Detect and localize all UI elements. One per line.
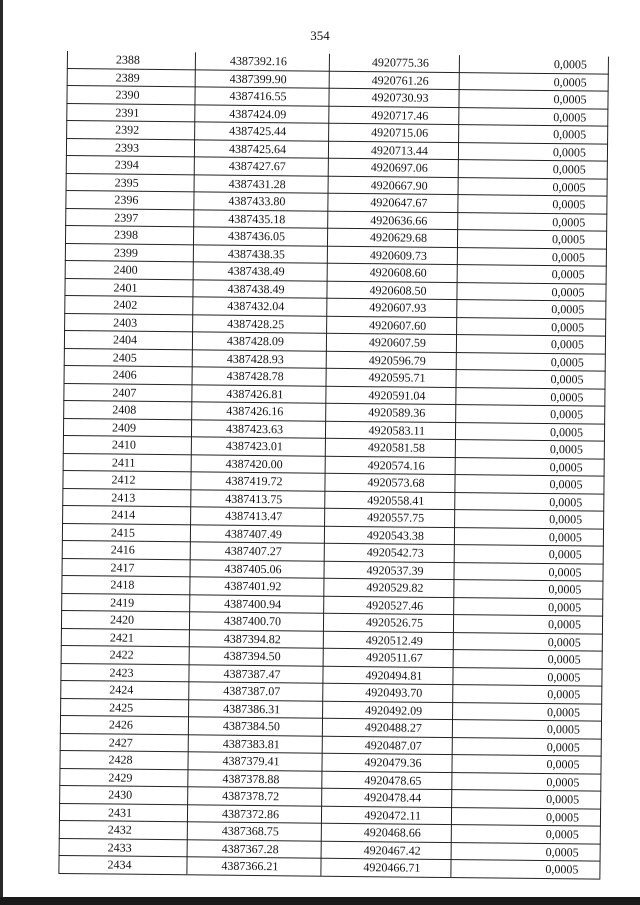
y-coordinate-cell: 4920494.81: [365, 667, 423, 683]
x-coordinate-cell: 4387438.49: [227, 281, 285, 296]
accuracy-cell: 0,0005: [550, 372, 584, 387]
point-number-cell: 2407: [112, 384, 137, 400]
accuracy-cell: 0,0005: [553, 57, 587, 72]
x-coordinate-cell: 4387438.49: [227, 263, 285, 279]
x-coordinate-cell: 4387401.92: [224, 578, 282, 594]
y-coordinate-cell: 4920479.36: [364, 755, 422, 770]
y-coordinate-cell: 4920529.82: [366, 580, 424, 595]
point-number-cell: 2412: [111, 472, 136, 487]
accuracy-cell: 0,0005: [546, 722, 580, 737]
accuracy-cell: 0,0005: [551, 232, 586, 247]
y-coordinate-cell: 4920697.06: [370, 160, 428, 175]
y-coordinate-cell: 4920537.39: [366, 562, 424, 578]
point-number-cell: 2390: [115, 87, 140, 102]
point-number-cell: 2398: [114, 227, 139, 242]
point-number-cell: 2420: [109, 612, 135, 627]
y-coordinate-cell: 4920488.27: [364, 720, 423, 735]
accuracy-cell: 0,0005: [547, 669, 581, 684]
x-coordinate-cell: 4387384.50: [222, 718, 281, 734]
accuracy-cell: 0,0005: [546, 774, 580, 789]
accuracy-cell: 0,0005: [545, 862, 579, 877]
accuracy-cell: 0,0005: [547, 704, 581, 719]
y-coordinate-cell: 4920467.42: [363, 842, 421, 858]
x-coordinate-cell: 4387366.21: [221, 858, 279, 874]
accuracy-cell: 0,0005: [546, 739, 580, 754]
y-coordinate-cell: 4920596.79: [368, 352, 426, 368]
point-number-cell: 2394: [114, 157, 139, 172]
y-coordinate-cell: 4920591.04: [368, 387, 426, 403]
x-coordinate-cell: 4387407.27: [224, 543, 282, 559]
x-coordinate-cell: 4387378.88: [222, 771, 280, 786]
accuracy-cell: 0,0005: [550, 389, 584, 404]
x-coordinate-cell: 4387405.06: [224, 561, 282, 576]
y-coordinate-cell: 4920542.73: [366, 545, 424, 560]
accuracy-cell: 0,0005: [549, 494, 583, 509]
y-coordinate-cell: 4920478.65: [364, 772, 422, 788]
y-coordinate-cell: 4920487.07: [364, 737, 422, 753]
accuracy-cell: 0,0005: [550, 354, 584, 369]
point-number-cell: 2396: [114, 192, 139, 207]
accuracy-cell: 0,0005: [551, 319, 585, 334]
point-number-cell: 2392: [115, 122, 140, 137]
x-coordinate-cell: 4387413.75: [225, 491, 283, 506]
y-coordinate-cell: 4920608.60: [369, 265, 427, 280]
accuracy-cell: 0,0005: [551, 267, 585, 282]
x-coordinate-cell: 4387423.01: [225, 438, 283, 454]
scan-bottom-edge: [0, 897, 640, 905]
x-coordinate-cell: 4387413.47: [225, 508, 283, 524]
accuracy-cell: 0,0005: [553, 109, 587, 124]
y-coordinate-cell: 4920511.67: [366, 650, 423, 665]
x-coordinate-cell: 4387426.16: [226, 403, 284, 419]
x-coordinate-cell: 4387400.70: [223, 613, 282, 629]
y-coordinate-cell: 4920527.46: [366, 597, 424, 613]
accuracy-cell: 0,0005: [553, 127, 587, 142]
point-number-cell: 2432: [107, 822, 132, 837]
x-coordinate-cell: 4387419.72: [225, 473, 283, 489]
x-coordinate-cell: 4387383.81: [222, 736, 280, 751]
point-number-cell: 2430: [108, 787, 133, 802]
x-coordinate-cell: 4387400.94: [224, 596, 282, 611]
accuracy-cell: 0,0005: [546, 792, 580, 807]
point-number-cell: 2388: [115, 52, 140, 67]
accuracy-cell: 0,0005: [552, 214, 586, 229]
y-coordinate-cell: 4920607.93: [369, 300, 427, 315]
y-coordinate-cell: 4920775.36: [371, 55, 429, 70]
coordinates-table: [58, 51, 609, 879]
x-coordinate-cell: 4387438.35: [227, 246, 285, 261]
point-number-cell: 2408: [112, 402, 137, 417]
x-coordinate-cell: 4387433.80: [228, 193, 286, 209]
accuracy-cell: 0,0005: [551, 249, 585, 264]
point-number-cell: 2413: [111, 489, 136, 505]
x-coordinate-cell: 4387428.78: [226, 368, 284, 384]
y-coordinate-cell: 4920667.90: [370, 177, 428, 193]
x-coordinate-cell: 4387368.75: [221, 823, 279, 839]
point-number-cell: 2397: [114, 210, 139, 225]
accuracy-cell: 0,0005: [551, 284, 585, 299]
point-number-cell: 2431: [107, 804, 133, 820]
accuracy-cell: 0,0005: [550, 337, 585, 352]
scan-left-edge: [0, 0, 3, 905]
point-number-cell: 2391: [115, 105, 140, 120]
point-number-cell: 2433: [107, 839, 132, 855]
point-number-cell: 2400: [113, 262, 138, 277]
y-coordinate-cell: 4920589.36: [368, 405, 426, 420]
point-number-cell: 2424: [109, 682, 134, 697]
y-coordinate-cell: 4920607.59: [368, 335, 427, 350]
point-number-cell: 2409: [111, 419, 137, 435]
y-coordinate-cell: 4920478.44: [364, 790, 422, 805]
point-number-cell: 2421: [109, 629, 134, 645]
y-coordinate-cell: 4920607.60: [369, 317, 427, 333]
x-coordinate-cell: 4387425.64: [228, 141, 287, 156]
accuracy-cell: 0,0005: [545, 844, 579, 859]
x-coordinate-cell: 4387387.07: [223, 683, 281, 699]
accuracy-cell: 0,0005: [548, 529, 583, 544]
y-coordinate-cell: 4920468.66: [363, 825, 421, 840]
x-coordinate-cell: 4387427.67: [228, 158, 286, 174]
accuracy-cell: 0,0005: [549, 424, 584, 439]
accuracy-cell: 0,0005: [548, 582, 582, 597]
accuracy-cell: 0,0005: [547, 617, 582, 632]
accuracy-cell: 0,0005: [547, 652, 581, 667]
y-coordinate-cell: 4920526.75: [365, 615, 424, 630]
accuracy-cell: 0,0005: [548, 599, 582, 614]
x-coordinate-cell: 4387372.86: [221, 806, 280, 821]
point-number-cell: 2434: [107, 857, 132, 872]
point-number-cell: 2410: [111, 437, 136, 452]
y-coordinate-cell: 4920583.11: [368, 422, 426, 438]
point-number-cell: 2395: [114, 175, 139, 190]
point-number-cell: 2393: [114, 140, 140, 155]
point-number-cell: 2427: [108, 734, 133, 750]
x-coordinate-cell: 4387379.41: [222, 753, 280, 769]
x-coordinate-cell: 4387394.82: [223, 631, 281, 646]
x-coordinate-cell: 4387387.47: [223, 666, 281, 681]
y-coordinate-cell: 4920493.70: [365, 685, 423, 700]
accuracy-cell: 0,0005: [549, 477, 583, 492]
y-coordinate-cell: 4920512.49: [365, 632, 423, 648]
y-coordinate-cell: 4920761.26: [371, 72, 429, 88]
x-coordinate-cell: 4387436.05: [228, 228, 286, 244]
point-number-cell: 2418: [110, 577, 135, 592]
accuracy-cell: 0,0005: [549, 442, 583, 457]
y-coordinate-cell: 4920595.71: [368, 370, 426, 385]
point-number-cell: 2414: [111, 507, 136, 522]
accuracy-cell: 0,0005: [553, 92, 587, 107]
x-coordinate-cell: 4387392.16: [229, 53, 287, 69]
x-coordinate-cell: 4387428.09: [226, 333, 285, 349]
y-coordinate-cell: 4920472.11: [364, 807, 422, 823]
accuracy-cell: 0,0005: [547, 687, 581, 702]
point-number-cell: 2411: [111, 454, 136, 470]
accuracy-cell: 0,0005: [550, 407, 584, 422]
y-coordinate-cell: 4920730.93: [371, 90, 429, 105]
y-coordinate-cell: 4920629.68: [369, 230, 428, 245]
point-number-cell: 2426: [108, 717, 134, 732]
x-coordinate-cell: 4387428.93: [226, 351, 284, 366]
accuracy-cell: 0,0005: [548, 547, 582, 562]
y-coordinate-cell: 4920713.44: [370, 142, 429, 158]
y-coordinate-cell: 4920581.58: [367, 440, 425, 455]
accuracy-cell: 0,0005: [545, 827, 579, 842]
x-coordinate-cell: 4387423.63: [225, 421, 284, 436]
point-number-cell: 2401: [113, 280, 138, 295]
point-number-cell: 2403: [113, 314, 138, 330]
y-coordinate-cell: 4920647.67: [370, 195, 428, 210]
point-number-cell: 2428: [108, 752, 133, 767]
accuracy-cell: 0,0005: [552, 197, 586, 212]
y-coordinate-cell: 4920492.09: [365, 702, 423, 718]
x-coordinate-cell: 4387432.04: [227, 298, 285, 314]
point-number-cell: 2425: [109, 699, 134, 715]
accuracy-cell: 0,0005: [545, 809, 580, 824]
point-number-cell: 2399: [113, 245, 138, 260]
page-number: 354: [310, 28, 330, 43]
x-coordinate-cell: 4387407.49: [224, 526, 283, 541]
y-coordinate-cell: 4920573.68: [367, 475, 425, 490]
accuracy-cell: 0,0005: [546, 757, 580, 772]
point-number-cell: 2389: [115, 70, 140, 85]
point-number-cell: 2422: [109, 647, 134, 662]
y-coordinate-cell: 4920557.75: [367, 510, 425, 525]
x-coordinate-cell: 4387367.28: [221, 841, 279, 856]
x-coordinate-cell: 4387378.72: [222, 788, 280, 804]
accuracy-cell: 0,0005: [552, 144, 587, 159]
point-number-cell: 2423: [109, 664, 134, 680]
y-coordinate-cell: 4920609.73: [369, 247, 427, 263]
table-body: [67, 51, 609, 877]
y-coordinate-cell: 4920466.71: [363, 860, 421, 875]
y-coordinate-cell: 4920543.38: [366, 527, 425, 543]
x-coordinate-cell: 4387416.55: [229, 88, 287, 104]
point-number-cell: 2419: [110, 594, 135, 610]
x-coordinate-cell: 4387386.31: [223, 701, 281, 716]
accuracy-cell: 0,0005: [549, 512, 583, 527]
accuracy-cell: 0,0005: [549, 459, 583, 474]
point-number-cell: 2417: [110, 559, 135, 575]
accuracy-cell: 0,0005: [551, 302, 585, 317]
x-coordinate-cell: 4387425.44: [229, 123, 287, 139]
y-coordinate-cell: 4920717.46: [371, 107, 429, 123]
x-coordinate-cell: 4387431.28: [228, 176, 286, 191]
x-coordinate-cell: 4387394.50: [223, 648, 281, 664]
accuracy-cell: 0,0005: [548, 564, 582, 579]
x-coordinate-cell: 4387426.81: [226, 386, 284, 401]
point-number-cell: 2429: [108, 769, 133, 785]
y-coordinate-cell: 4920715.06: [371, 125, 429, 140]
accuracy-cell: 0,0005: [547, 634, 581, 649]
x-coordinate-cell: 4387420.00: [225, 456, 283, 471]
point-number-cell: 2416: [110, 542, 135, 557]
accuracy-cell: 0,0005: [553, 74, 587, 89]
x-coordinate-cell: 4387428.25: [227, 316, 285, 331]
y-coordinate-cell: 4920608.50: [369, 282, 427, 298]
y-coordinate-cell: 4920574.16: [367, 457, 425, 473]
point-number-cell: 2404: [112, 332, 138, 347]
x-coordinate-cell: 4387424.09: [229, 106, 287, 121]
point-number-cell: 2415: [110, 524, 136, 540]
accuracy-cell: 0,0005: [552, 179, 586, 194]
point-number-cell: 2402: [113, 297, 138, 312]
x-coordinate-cell: 4387399.90: [229, 71, 287, 86]
x-coordinate-cell: 4387435.18: [228, 211, 286, 226]
y-coordinate-cell: 4920558.41: [367, 492, 425, 508]
accuracy-cell: 0,0005: [552, 162, 586, 177]
point-number-cell: 2405: [112, 349, 137, 365]
point-number-cell: 2406: [112, 367, 137, 382]
y-coordinate-cell: 4920636.66: [370, 212, 428, 228]
